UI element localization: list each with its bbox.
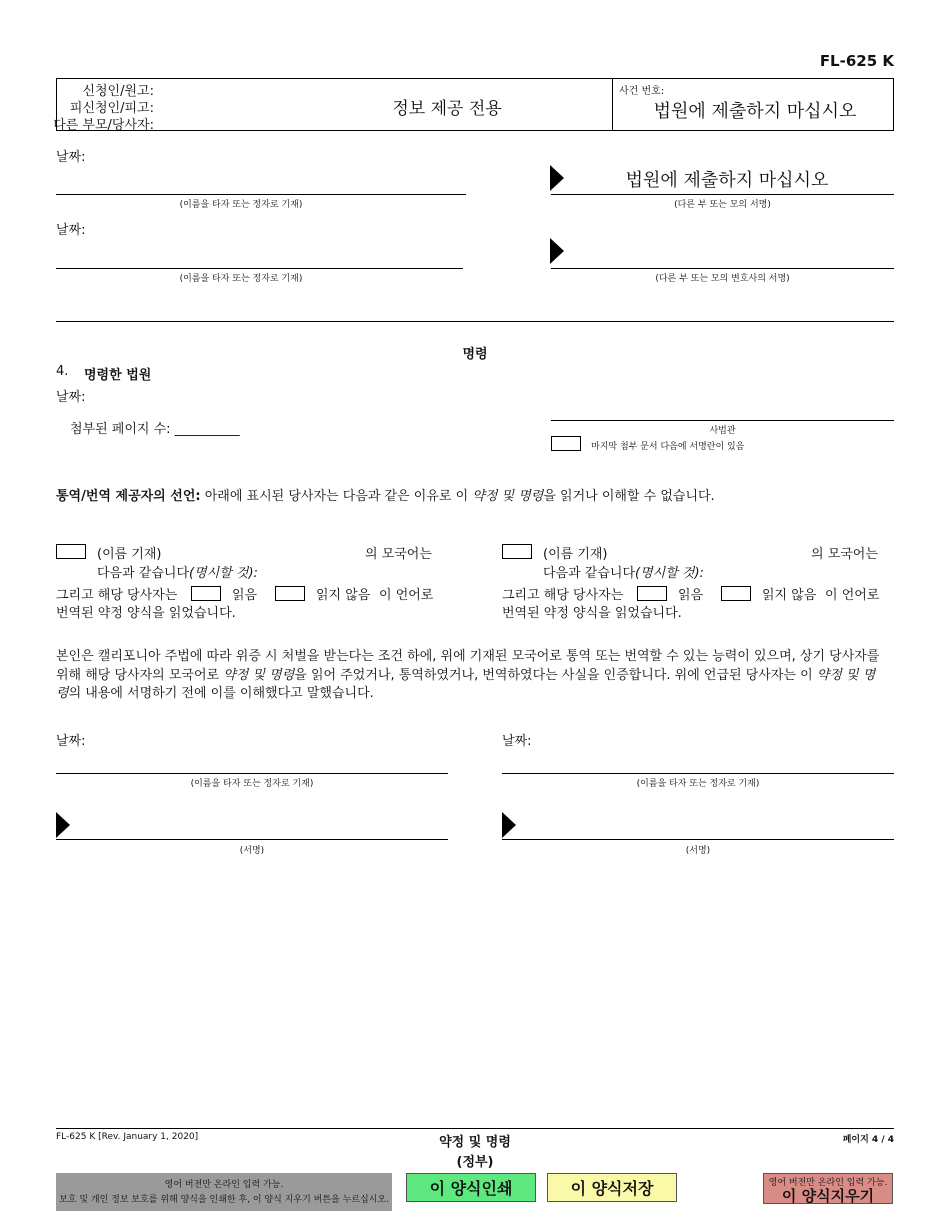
same-as-text: 다음과 같습니다 [97, 566, 190, 581]
interp-date-label-left: 날짜: [56, 734, 86, 749]
petitioner-label: 신청인/원고: [82, 84, 154, 99]
clear-form-button[interactable] [763, 1173, 893, 1204]
sign-here-arrow-icon [550, 165, 564, 191]
sign-here-arrow-icon [550, 238, 564, 264]
caption-left-cell [53, 79, 613, 133]
interp-sig-caption-left: (서명) [239, 846, 265, 856]
cert-text-a: 본인은 캘리포니아 주법에 따라 위증 시 처벌을 받는다는 조건 하에, 위에 기재된 모국어로 통역 또는 번역할 수 있는 능력이 있으며, 상기 당사자를 위해 해당 당사자의 모국어로 [56, 649, 880, 683]
interp-sig-caption-right: (서명) [685, 846, 711, 856]
party-right-reads: 읽음 [678, 588, 704, 603]
footer-form-code: FL-625 K [Rev. January 1, 2020] [56, 1132, 199, 1142]
party-right-same-as [543, 562, 704, 581]
date-label-2: 날짜: [56, 223, 86, 238]
other-parent-sig-caption: (다른 부 또는 모의 서명) [674, 200, 771, 210]
interp-sig-line-right[interactable] [502, 839, 894, 840]
other-attorney-sig-line[interactable] [551, 268, 894, 269]
party-left-not-reads-checkbox[interactable] [275, 586, 305, 601]
other-parent-label: 다른 부모/당사자: [53, 118, 154, 133]
footer-title: 약정 및 명령 [439, 1135, 511, 1150]
interp-sig-line-left[interactable] [56, 839, 448, 840]
interpreter-declaration [56, 485, 896, 504]
interp-name-line-left[interactable] [56, 773, 448, 774]
party-right-not-reads: 읽지 않음 [762, 588, 817, 603]
cert-text-italic-2: 약정 및 명령 [56, 667, 876, 701]
case-number-label: 사건 번호: [619, 86, 665, 97]
party-right-reads-checkbox[interactable] [637, 586, 667, 601]
last-page-checkbox[interactable] [551, 436, 581, 451]
clear-form-label: 이 양식지우기 [781, 1187, 875, 1205]
footer-subtitle: (정부) [456, 1155, 494, 1170]
name-line-1[interactable] [56, 194, 466, 195]
party-right-name-label[interactable]: (이름 기재) [543, 547, 608, 562]
interp-name-caption-left: (이름을 타자 또는 정자로 기재) [190, 779, 314, 789]
specify-text: (명시할 것): [635, 566, 704, 581]
specify-text: (명시할 것): [189, 566, 258, 581]
other-attorney-sig-caption: (다른 부 또는 모의 변호사의 서명) [655, 274, 790, 284]
interpreter-declaration-title: 통역/번역 제공자의 선언: [56, 489, 201, 504]
party-right-party: 그리고 해당 당사자는 [502, 588, 624, 603]
cert-text-c: 의 내용에 서명하기 전에 이를 이해했다고 말했습니다. [68, 686, 374, 701]
type-or-print-caption-1: (이름을 타자 또는 정자로 기재) [179, 200, 303, 210]
party-right-checkbox[interactable] [502, 544, 532, 559]
decl-text-a: 아래에 표시된 당사자는 다음과 같은 이유로 이 [200, 489, 473, 504]
online-notice-line1: 영어 버전만 온라인 입력 가능. [164, 1180, 284, 1190]
name-line-2[interactable] [56, 268, 463, 269]
party-left-name-label[interactable]: (이름 기재) [97, 547, 162, 562]
party-right-translated: 번역된 약정 양식을 읽었습니다. [502, 606, 682, 621]
order-date-label: 날짜: [56, 390, 86, 405]
info-only-text: 정보 제공 전용 [392, 99, 502, 119]
party-left-reads-checkbox[interactable] [191, 586, 221, 601]
sign-here-arrow-icon [502, 812, 516, 838]
party-left-not-reads: 읽지 않음 [316, 588, 371, 603]
interp-date-label-right: 날짜: [502, 734, 532, 749]
save-form-button[interactable]: 이 양식저장 [547, 1173, 677, 1202]
last-page-note: 마지막 첨부 문서 다음에 서명란이 있음 [591, 442, 745, 452]
print-form-button[interactable]: 이 양식인쇄 [406, 1173, 536, 1202]
party-left-in-lang: 이 언어로 [379, 588, 434, 603]
interp-name-caption-right: (이름을 타자 또는 정자로 기재) [636, 779, 760, 789]
page-number: 페이지 4 / 4 [842, 1135, 894, 1145]
party-left-translated: 번역된 약정 양식을 읽었습니다. [56, 606, 236, 621]
party-right-not-reads-checkbox[interactable] [721, 586, 751, 601]
footer-rule [56, 1128, 894, 1129]
section-divider [56, 321, 894, 322]
certification-paragraph [56, 648, 886, 704]
cert-text-italic-1: 약정 및 명령 [223, 667, 295, 683]
party-left-checkbox[interactable] [56, 544, 86, 559]
order-heading: 명령 [462, 347, 488, 362]
party-left-native-lang: 의 모국어는 [365, 547, 432, 562]
party-left-same-as [97, 562, 258, 581]
cert-text-b: 을 읽어 주었거나, 통역하였거나, 번역하였다는 사실을 인증합니다. 위에 언급된 당사자는 이 [294, 667, 817, 683]
judicial-officer-line[interactable] [551, 420, 894, 421]
do-not-file-sig: 법원에 제출하지 마십시오 [625, 170, 829, 191]
party-left-party: 그리고 해당 당사자는 [56, 588, 178, 603]
judicial-officer-caption: 사법관 [709, 426, 736, 436]
party-left-reads: 읽음 [232, 588, 258, 603]
party-right-native-lang: 의 모국어는 [811, 547, 878, 562]
order-item-number: 4. [56, 364, 69, 379]
online-notice-box [56, 1173, 392, 1211]
decl-text-italic: 약정 및 명령 [472, 489, 544, 504]
caption-box [53, 78, 894, 133]
date-label-1: 날짜: [56, 150, 86, 165]
decl-text-b: 을 읽거나 이해할 수 없습니다. [543, 489, 715, 504]
case-do-not-file: 법원에 제출하지 마십시오 [653, 101, 857, 122]
form-code: FL-625 K [819, 52, 894, 70]
party-right-in-lang: 이 언어로 [825, 588, 880, 603]
respondent-label: 피신청인/피고: [69, 101, 154, 116]
type-or-print-caption-2: (이름을 타자 또는 정자로 기재) [179, 274, 303, 284]
order-item-title: 명령한 법원 [84, 368, 152, 383]
online-notice-line2: 보호 및 개인 정보 보호를 위해 양식을 인쇄한 후, 이 양식 지우기 버튼을 누르십시오. [59, 1195, 389, 1205]
sign-here-arrow-icon [56, 812, 70, 838]
same-as-text: 다음과 같습니다 [543, 566, 636, 581]
pages-attached[interactable]: 첨부된 페이지 수: __________ [70, 422, 240, 437]
clear-form-note: 영어 버전만 온라인 입력 가능. [768, 1178, 888, 1188]
other-parent-sig-line[interactable] [551, 194, 894, 195]
interp-name-line-right[interactable] [502, 773, 894, 774]
